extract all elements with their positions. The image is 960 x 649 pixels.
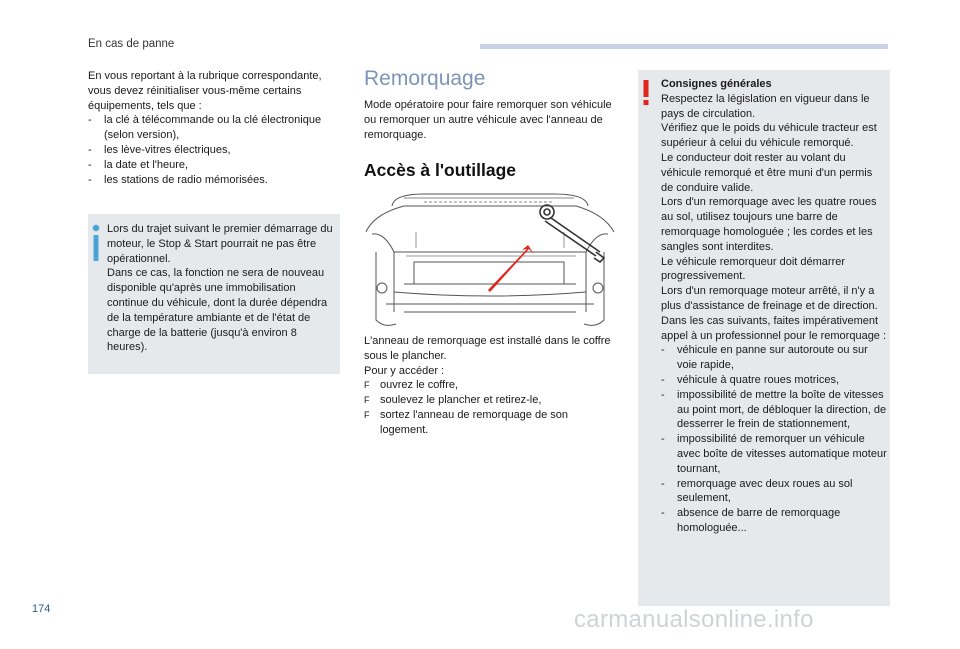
warning-text	[661, 77, 887, 536]
list-item: - impossibilité de remorquer un véhicule avec boîte de vitesses automatique moteur tournant,	[661, 433, 887, 475]
step-icon: F	[364, 380, 370, 391]
warning-paragraph: Respectez la législation en vigueur dans le pays de circulation.	[661, 92, 870, 120]
access-paragraph: Pour y accéder :	[364, 364, 445, 377]
list-item: - impossibilité de mettre la boîte de vitesses au point mort, de débloquer la direction, de desserrer le frein de stationnement,	[661, 388, 887, 431]
info-paragraph: Lors du trajet suivant le premier démarrage du moteur, le Stop & Start pourrait ne pas être opérationnel.	[107, 223, 333, 265]
info-note-box	[88, 214, 340, 374]
warning-paragraph: Vérifiez que le poids du véhicule tracteur est supérieur à celui du véhicule remorqué.	[661, 122, 877, 150]
list-item: F ouvrez le coffre,	[364, 379, 459, 392]
warning-icon	[642, 80, 650, 106]
list-item: - la date et l'heure,	[88, 158, 189, 171]
list-item: - véhicule à quatre roues motrices,	[661, 373, 840, 386]
list-item: - remorquage avec deux roues au sol seulement,	[661, 477, 853, 505]
towing-intro: Mode opératoire pour faire remorquer son véhicule ou remorquer un autre véhicule avec l'anneau de remorquage.	[364, 99, 612, 141]
list-item: - les lève-vitres électriques,	[88, 143, 231, 156]
section-header: En cas de panne	[88, 38, 175, 50]
reset-list	[88, 113, 340, 187]
list-item: - les stations de radio mémorisées.	[88, 173, 268, 186]
reset-intro-text: En vous reportant à la rubrique correspondante, vous devez réinitialiser vous-même certains équipements, tels que :	[88, 70, 322, 112]
warning-paragraph: Le conducteur doit rester au volant du véhicule remorqué et être muni d'un permis de conduire valide.	[661, 151, 873, 194]
info-paragraph: Dans ce cas, la fonction ne sera de nouveau disponible qu'après une immobilisation continue du véhicule, dont la durée dépendra de la température ambiante et de l'état de charge de la batterie (jusqu'à environ 8 heures).	[107, 267, 328, 354]
page-number: 174	[32, 603, 51, 615]
warning-paragraph: Le véhicule remorqueur doit démarrer progressivement.	[661, 255, 846, 283]
warning-box	[638, 70, 890, 606]
reset-intro-block	[88, 69, 340, 187]
header-bar	[480, 44, 888, 49]
warning-paragraph: Lors d'un remorquage moteur arrêté, il n'y a plus d'assistance de freinage et de direction.	[661, 285, 878, 312]
info-icon	[91, 224, 101, 262]
warning-paragraph: Lors d'un remorquage avec les quatre roues au sol, utilisez toujours une barre de remorquage homologuée ; les cordes et les sangles sont interdites.	[661, 196, 877, 253]
list-item: F sortez l'anneau de remorquage de son logement.	[364, 408, 569, 436]
warning-paragraph: Dans les cas suivants, faites impérativement appel à un professionnel pour le remorquage :	[661, 314, 887, 342]
list-item: - la clé à télécommande ou la clé électronique (selon version),	[88, 114, 322, 142]
warning-list	[661, 343, 887, 535]
watermark: carmanualsonline.info	[574, 606, 814, 633]
section-subtitle: Accès à l'outillage	[364, 160, 516, 180]
info-note-text	[107, 222, 335, 355]
access-instructions	[364, 334, 616, 438]
list-item: F soulevez le plancher et retirez-le,	[364, 394, 542, 407]
page-title: Remorquage	[364, 67, 486, 90]
trunk-illustration	[364, 192, 616, 332]
warning-heading: Consignes générales	[661, 78, 772, 90]
access-paragraph: L'anneau de remorquage est installé dans le coffre sous le plancher.	[364, 335, 611, 362]
steps-list	[364, 378, 616, 437]
step-icon: F	[364, 395, 370, 406]
step-icon: F	[364, 409, 370, 420]
list-item: - absence de barre de remorquage homologuée...	[661, 507, 841, 534]
list-item: - véhicule en panne sur autoroute ou sur voie rapide,	[661, 344, 868, 372]
